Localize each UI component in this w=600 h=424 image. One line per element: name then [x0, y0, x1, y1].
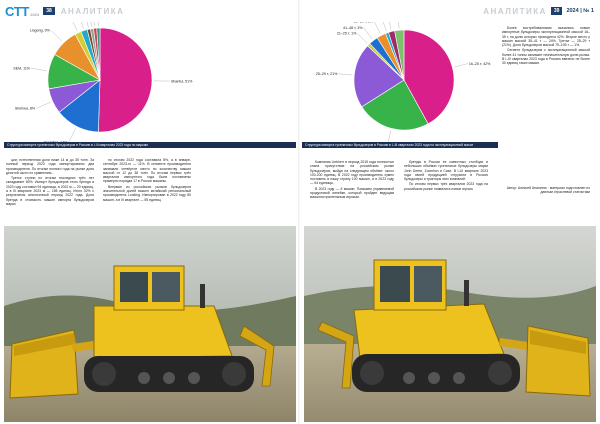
paragraph: Впервые из российских рынков бульдозеров значительной долей вышел китайский региональный производитель Lonking. Импортирован в 2022 году 80 машин, а в III квартале — 55 единиц. — [103, 184, 191, 202]
pie-leader-line — [70, 22, 77, 31]
pie-label: SEM, 11% — [13, 66, 31, 71]
bulldozer-illustration — [304, 226, 596, 422]
right-page — [300, 0, 600, 424]
text-column-left-2 — [103, 158, 191, 203]
paragraph: Третье ступни по итогам последних трёх лет складывает 80%. Импорт бульдозеров этого бренда в 2023 году составил 94 единицы, в 2022 м — 20 единиц, а в III квартале 2023 м — 185 единиц. Итого 32% с результатом аналогичный период 2022 года. Доля бренда в стоимость машин импорта бульдозеров марки — [6, 176, 94, 206]
pie-slice-shantui — [98, 28, 152, 132]
paragraph: Компания Liebherr в период 2015 года полностью сняла присутствие на российском рынке бульдозеров, выйдя на следующем объёме: около 100-200 единиц. В 2022 году производитель сумел поставить в нашу страну 100 машин, а в 2023 году — 64 единицы. — [310, 160, 394, 186]
paragraph: ции; естественная доля ниже 14 м до 35 тонн. За полный период 2023 года импортированы два производителя. По итогам полного года на рынке доля десятой части по сравнению... — [6, 158, 94, 175]
pie-leader-line — [454, 64, 468, 67]
pie-leader-line — [93, 22, 94, 26]
bulldozer-photo-left — [4, 226, 296, 422]
text-column-right-1 — [310, 160, 394, 201]
left-header — [5, 0, 124, 22]
pie-leader-line — [69, 128, 76, 142]
chart-caption-left: Структура импорта гусеничных бульдозеров в Россию в I-III кварталах 2023 года по маркам — [4, 142, 296, 148]
mass-pie-svg — [300, 22, 500, 142]
section-title-right: АНАЛИТИКА — [483, 6, 547, 16]
pie-label: 21–25 т, 1% — [336, 31, 357, 36]
pie-leader-line — [364, 28, 373, 39]
pie-label: 16–25 т, 42% — [468, 61, 491, 66]
paragraph: В 2023 году — 6 машин. Поможем управляемой продуктовой линейке, который пройден ведущим машиностроительным игроком. — [310, 186, 394, 200]
pie-leader-line — [85, 22, 88, 27]
pie-label — [354, 22, 374, 23]
pie-leader-line — [89, 22, 91, 27]
mass-pie-chart — [300, 22, 500, 142]
text-column-right-2 — [404, 160, 488, 192]
chart-caption-right: Структура импорта гусеничных бульдозеров в Россию в I–III кварталах 2023 года по эксплуатационной массе — [302, 142, 498, 148]
pie-leader-line — [36, 102, 51, 109]
brand-pie-chart — [4, 22, 296, 142]
paragraph: по итогам 2022 года составила 8%, а в январе-сентябре 2023-го — 11%. В сегменте производителя занимали четвёртое место по количеству машин массой от 12 до 38 тонн. По итогам первых трёх кварталов импортного года были поставлены примерно порядка 17 в России машины. — [103, 158, 191, 184]
pie-leader-line — [388, 22, 391, 30]
paragraph: Более востребованными оказались новые импортные бульдозеры эксплуатационной массой 16–35 т, на долю которых приходится 42%. Второе место у машин массой 35–41 т — 24%. Третье — 25–29 т (21%). Доля бульдозеров массой 75–105 т — 1%. — [502, 26, 590, 48]
right-header — [483, 0, 594, 22]
pie-leader-line — [338, 74, 352, 75]
pie-leader-line — [374, 22, 380, 34]
pie-leader-line — [398, 22, 399, 28]
pie-leader-line — [388, 130, 391, 142]
pie-label: 25–29 т, 21% — [315, 71, 338, 76]
logo-t: T — [21, 3, 30, 19]
issue-number: 2024 | № 1 — [566, 8, 594, 14]
pie-label: Liugong, 9% — [29, 28, 50, 33]
pie-leader-line — [51, 30, 62, 41]
page-number-right: 39 — [551, 7, 563, 15]
text-column-left-1 — [6, 158, 94, 207]
magazine-logo — [5, 4, 39, 19]
pie-leader-line — [79, 22, 84, 29]
logo-year: 2024 — [30, 11, 40, 17]
paragraph: бренды в России ее известных столбцах в небольших объёмах гусеничные бульдозеры марки John Deere, Zoomlion и Case. В I–III квартале 2023 года своей продукцией отгрузили в Россию бульдозеры и тракторы этих компаний. — [404, 160, 488, 182]
pie-leader-line — [31, 68, 47, 71]
page-number-left: 38 — [43, 7, 55, 15]
pie-leader-line — [357, 33, 367, 43]
pie-label: Shantui, 51% — [170, 79, 193, 84]
bulldozer-photo-right — [304, 226, 596, 422]
paragraph: По итогам первых трёх кварталов 2023 года на российском рынке появились новые игроки. — [404, 182, 488, 191]
bulldozer-illustration — [4, 226, 296, 422]
logo-ct: CT — [5, 3, 22, 19]
paragraph: Сегмент бульдозеров с эксплуатационной массой более 41 тонны занимает незначительную долю рынка. В I–III кварталах 2023 года в Россию ввезено не более 30 единиц таких машин. — [502, 48, 590, 66]
section-title-left: АНАЛИТИКА — [60, 6, 125, 16]
pie-label: Shehwa, 8% — [14, 106, 36, 111]
pie-leader-line — [382, 22, 387, 31]
text-column-right-3 — [502, 26, 590, 67]
pie-label: 41–48 т, 3% — [343, 26, 363, 31]
author-signoff: Автор: Алексей Аналитик · материал подготовлен по данным отраслевой статистики — [506, 186, 590, 195]
brand-pie-svg — [4, 22, 296, 142]
